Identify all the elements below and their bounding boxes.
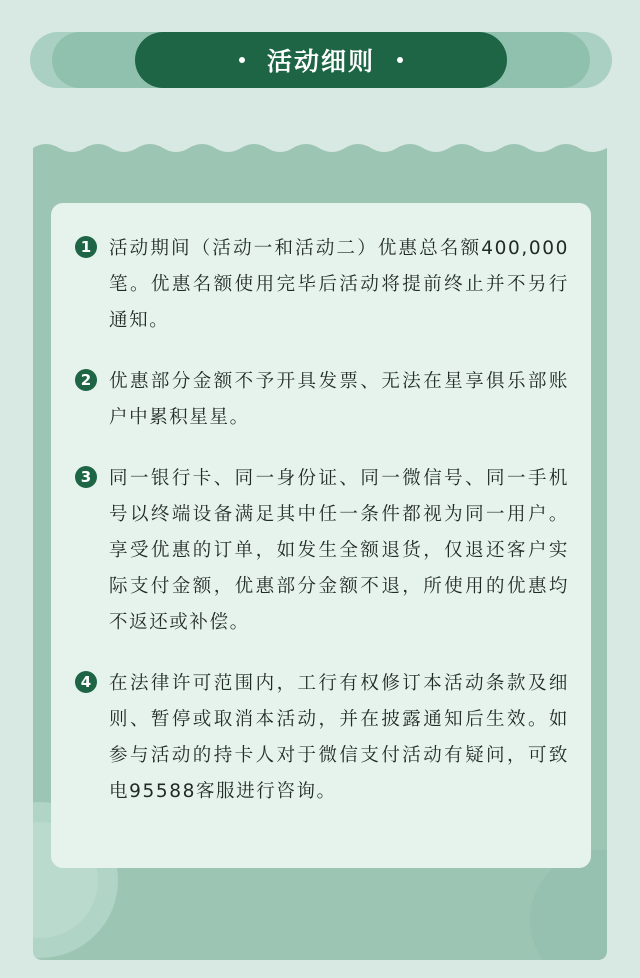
number-four-icon: 4 (75, 671, 97, 693)
page-title: 活动细则 (266, 47, 375, 76)
rule-item (75, 461, 569, 641)
number-three-icon: 3 (75, 466, 97, 488)
rule-text: 在法律许可范围内，工行有权修订本活动条款及细则、暂停或取消本活动，并在披露通知后生效。如参与活动的持卡人对于微信支付活动有疑问，可致电95588客服进行咨询。 (109, 673, 569, 802)
rules-card (51, 203, 591, 868)
rule-item (75, 364, 569, 436)
rule-text: 活动期间（活动一和活动二）优惠总名额400,000笔。优惠名额使用完毕后活动将提前终止并不另行通知。 (109, 238, 569, 331)
number-two-icon: 2 (75, 369, 97, 391)
number-one-icon: 1 (75, 236, 97, 258)
rule-item (75, 231, 569, 339)
rule-text: 优惠部分金额不予开具发票、无法在星享俱乐部账户中累积星星。 (109, 371, 569, 428)
rule-item (75, 666, 569, 810)
rule-text: 同一银行卡、同一身份证、同一微信号、同一手机号以终端设备满足其中任一条件都视为同一用户。享受优惠的订单，如发生全额退货，仅退还客户实际支付金额，优惠部分金额不退，所使用的优惠均不返还或补偿。 (109, 468, 569, 633)
